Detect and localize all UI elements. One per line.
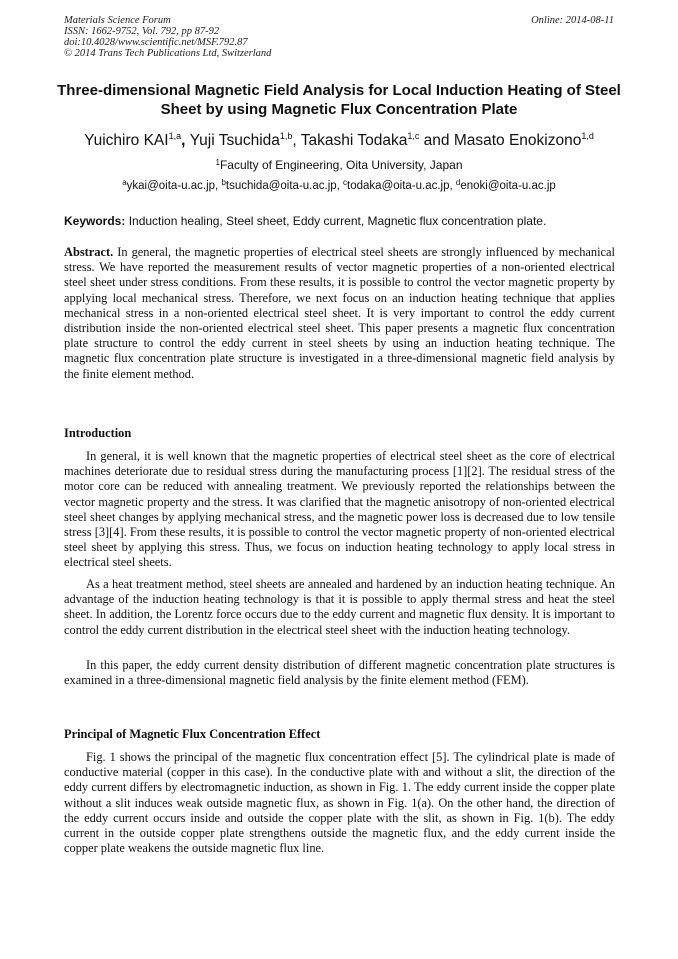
abstract-label: Abstract. bbox=[64, 245, 114, 259]
abstract bbox=[64, 245, 615, 382]
email-address[interactable]: enoki@oita-u.ac.jp bbox=[460, 180, 556, 192]
email-separator: , bbox=[336, 180, 344, 192]
email-superscript: d bbox=[455, 178, 461, 187]
email-separator: , bbox=[449, 180, 456, 192]
author-superscript: 1,b bbox=[279, 131, 293, 141]
author-name: Masato Enokizono bbox=[453, 132, 582, 149]
journal-issn: ISSN: 1662-9752, Vol. 792, pp 87-92 bbox=[64, 26, 220, 37]
author-name: Yuichiro KAI bbox=[84, 132, 169, 149]
keywords bbox=[64, 213, 616, 229]
author-separator: , bbox=[292, 132, 301, 149]
keywords-text: Induction healing, Steel sheet, Eddy current, Magnetic flux concentration plate. bbox=[125, 214, 547, 228]
author-superscript: 1,d bbox=[581, 131, 594, 141]
affiliation bbox=[40, 157, 638, 173]
journal-copyright: © 2014 Trans Tech Publications Ltd, Switzerland bbox=[64, 48, 272, 59]
email-superscript: b bbox=[221, 178, 226, 187]
section-heading-principal: Principal of Magnetic Flux Concentration Effect bbox=[64, 727, 321, 741]
abstract-text: In general, the magnetic properties of electrical steel sheets are strongly influenced by mechanical stress. We have reported the measurement results of vector magnetic properties of a non-oriented electrical steel sheet under stress conditions. From these results, it is possible to control the vector magnetic property by applying local mechanical stress. Therefore, we next focus on an induction heating technique that applies mechanical stress in a non-oriented electrical steel sheet. It is very important to control the eddy current distribution inside the non-oriented electrical steel sheet. This paper presents a magnetic flux concentration plate structure to control the eddy current in steel sheets by using an induction heating technique. The magnetic flux concentration plate structure is investigated in a three-dimensional magnetic field analysis by the finite element method. bbox=[64, 245, 615, 381]
author-separator: , bbox=[181, 132, 190, 149]
email-list bbox=[40, 178, 638, 194]
keywords-label: Keywords: bbox=[64, 214, 126, 228]
author-name: Takashi Todaka bbox=[300, 132, 408, 149]
section-heading-introduction: Introduction bbox=[64, 426, 132, 440]
online-date: Online: 2014-08-11 bbox=[531, 15, 614, 26]
body-paragraph: As a heat treatment method, steel sheets are annealed and hardened by an induction heating technique. An advantage of the induction heating technology is that it is possible to apply thermal stress and heat the steel sheet. In addition, the Lorentz force occurs due to the eddy current and magnetic flux density. It is important to control the eddy current distribution in the electrical steel sheet with the induction heating technology. bbox=[64, 577, 615, 637]
body-paragraph: In this paper, the eddy current density distribution of different magnetic concentration plate structures is examined in a three-dimensional magnetic field analysis by the finite element method (FEM). bbox=[64, 658, 615, 688]
author-list bbox=[20, 131, 658, 151]
email-separator: , bbox=[215, 180, 222, 192]
body-paragraph: In general, it is well known that the magnetic properties of electrical steel sheet as the core of electrical machines deteriorate due to residual stress during the manufacturing process [1][2]. The residual stress of the motor core can be reduced with annealing treatment. We previously reported the relationships between the vector magnetic property and the stress. It was clarified that the magnetic anisotropy of non-oriented electrical steel sheet changes by applying mechanical stress, and the magnetic power loss is decreased due to low tensile stress [3][4]. From these results, it is possible to control the vector magnetic property of non-oriented electrical steel sheet by applying this stress. Thus, we focus on induction heating technology to apply local stress in electrical steel sheets. bbox=[64, 449, 615, 570]
author-superscript: 1,c bbox=[407, 131, 420, 141]
affiliation-text: Faculty of Engineering, Oita University, Japan bbox=[219, 158, 463, 172]
email-address[interactable]: tsuchida@oita-u.ac.jp bbox=[225, 180, 337, 192]
author-name: Yuji Tsuchida bbox=[189, 132, 280, 149]
journal-doi: doi:10.4028/www.scientific.net/MSF.792.87 bbox=[64, 37, 248, 48]
affiliation-superscript: 1 bbox=[215, 158, 220, 167]
author-superscript: 1,a bbox=[168, 131, 182, 141]
email-address[interactable]: todaka@oita-u.ac.jp bbox=[347, 180, 450, 192]
author-separator: and bbox=[419, 132, 454, 149]
email-address[interactable]: ykai@oita-u.ac.jp bbox=[126, 180, 216, 192]
paper-title: Three-dimensional Magnetic Field Analysis for Local Induction Heating of Steel Sheet by using Magnetic Flux Concentration Plate bbox=[57, 82, 621, 118]
body-paragraph: Fig. 1 shows the principal of the magnetic flux concentration effect [5]. The cylindrical plate is made of conductive material (copper in this case). In the conductive plate with and without a slit, the direction of the eddy current differs by electromagnetic induction, as shown in Fig. 1. The eddy current inside the copper plate without a slit induces weak outside magnetic flux, as shown in Fig. 1(a). On the other hand, the direction of the eddy current occurs inside and outside the copper plate with the slit, as shown in Fig. 1(b). The eddy current in the outside copper plate strengthens outside the magnetic flux, and the eddy current inside the copper plate weakens the outside magnetic flux line. bbox=[64, 750, 615, 856]
email-superscript: a bbox=[122, 178, 127, 187]
journal-info bbox=[64, 15, 271, 59]
journal-name: Materials Science Forum bbox=[64, 15, 171, 26]
email-superscript: c bbox=[343, 178, 348, 187]
